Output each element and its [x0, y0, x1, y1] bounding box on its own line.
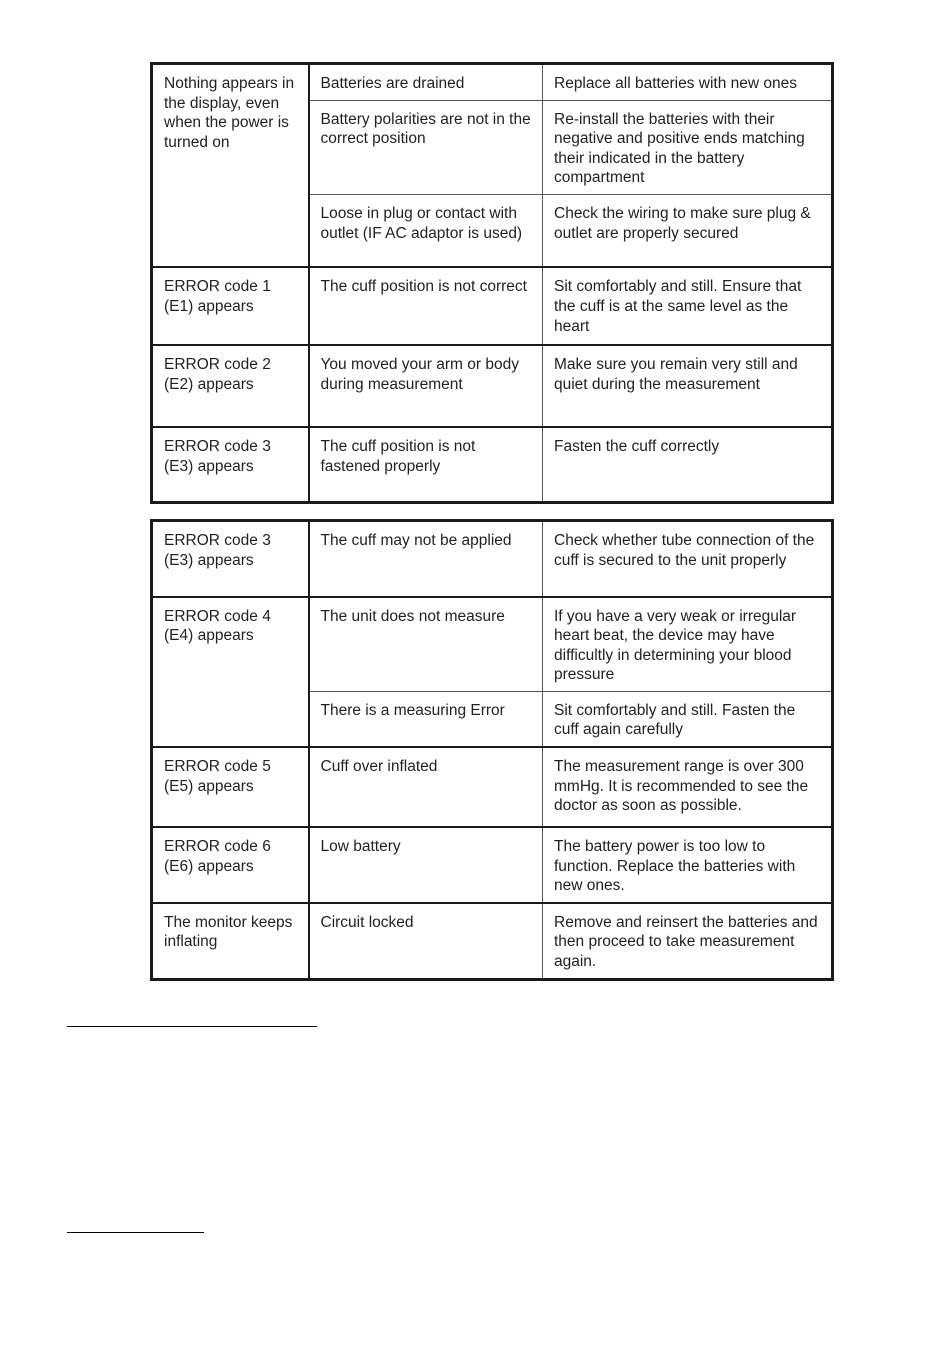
cause-cell: Low battery [309, 827, 543, 903]
remedy-cell: Sit comfortably and still. Fasten the cuff again carefully [543, 691, 833, 747]
table-row [152, 597, 833, 692]
cause-cell: Cuff over inflated [309, 747, 543, 827]
remedy-cell: Remove and reinsert the batteries and then proceed to take measurement again. [543, 903, 833, 980]
cause-cell: The unit does not measure [309, 597, 543, 692]
table-row [152, 345, 833, 427]
troubleshooting-table-1 [150, 62, 834, 504]
remedy-cell: The battery power is too low to function. Replace the batteries with new ones. [543, 827, 833, 903]
cause-cell: The cuff may not be applied [309, 521, 543, 597]
problem-cell: ERROR code 3 (E3) appears [152, 427, 309, 502]
remedy-cell: Make sure you remain very still and quiet during the measurement [543, 345, 833, 427]
table-row [152, 267, 833, 345]
table-row [152, 64, 833, 101]
troubleshooting-table-2 [150, 519, 834, 981]
remedy-cell: Check the wiring to make sure plug & outlet are properly secured [543, 194, 833, 267]
table-row [152, 747, 833, 827]
problem-cell: ERROR code 5 (E5) appears [152, 747, 309, 827]
cause-cell: Loose in plug or contact with outlet (IF AC adaptor is used) [309, 194, 543, 267]
table-row [152, 521, 833, 597]
remedy-cell: Sit comfortably and still. Ensure that the cuff is at the same level as the heart [543, 267, 833, 345]
remedy-cell: Re-install the batteries with their negative and positive ends matching their indicated in the battery compartment [543, 100, 833, 194]
table-row [152, 903, 833, 980]
problem-cell: The monitor keeps inflating [152, 903, 309, 980]
cause-cell: Batteries are drained [309, 64, 543, 101]
cause-cell: Battery polarities are not in the correct position [309, 100, 543, 194]
remedy-cell: The measurement range is over 300 mmHg. It is recommended to see the doctor as soon as possible. [543, 747, 833, 827]
cause-cell: There is a measuring Error [309, 691, 543, 747]
table-row [152, 827, 833, 903]
problem-cell: ERROR code 4 (E4) appears [152, 597, 309, 748]
problem-cell: ERROR code 6 (E6) appears [152, 827, 309, 903]
problem-cell: ERROR code 3 (E3) appears [152, 521, 309, 597]
remedy-cell: Replace all batteries with new ones [554, 75, 797, 92]
remedy-cell: Fasten the cuff correctly [543, 427, 833, 502]
cause-cell: The cuff position is not correct [309, 267, 543, 345]
cause-cell: Circuit locked [309, 903, 543, 980]
footnote-separator [67, 1232, 204, 1233]
remedy-cell: If you have a very weak or irregular heart beat, the device may have difficultly in determining your blood pressure [543, 597, 833, 692]
footnote-separator [67, 1026, 317, 1027]
cause-cell: You moved your arm or body during measurement [309, 345, 543, 427]
problem-cell: ERROR code 2 (E2) appears [152, 345, 309, 427]
remedy-cell: Check whether tube connection of the cuff is secured to the unit properly [554, 532, 815, 569]
cause-cell: The cuff position is not fastened properly [309, 427, 543, 502]
problem-cell: Nothing appears in the display, even when the power is turned on [152, 64, 309, 268]
table-row [152, 427, 833, 502]
problem-cell: ERROR code 1 (E1) appears [152, 267, 309, 345]
